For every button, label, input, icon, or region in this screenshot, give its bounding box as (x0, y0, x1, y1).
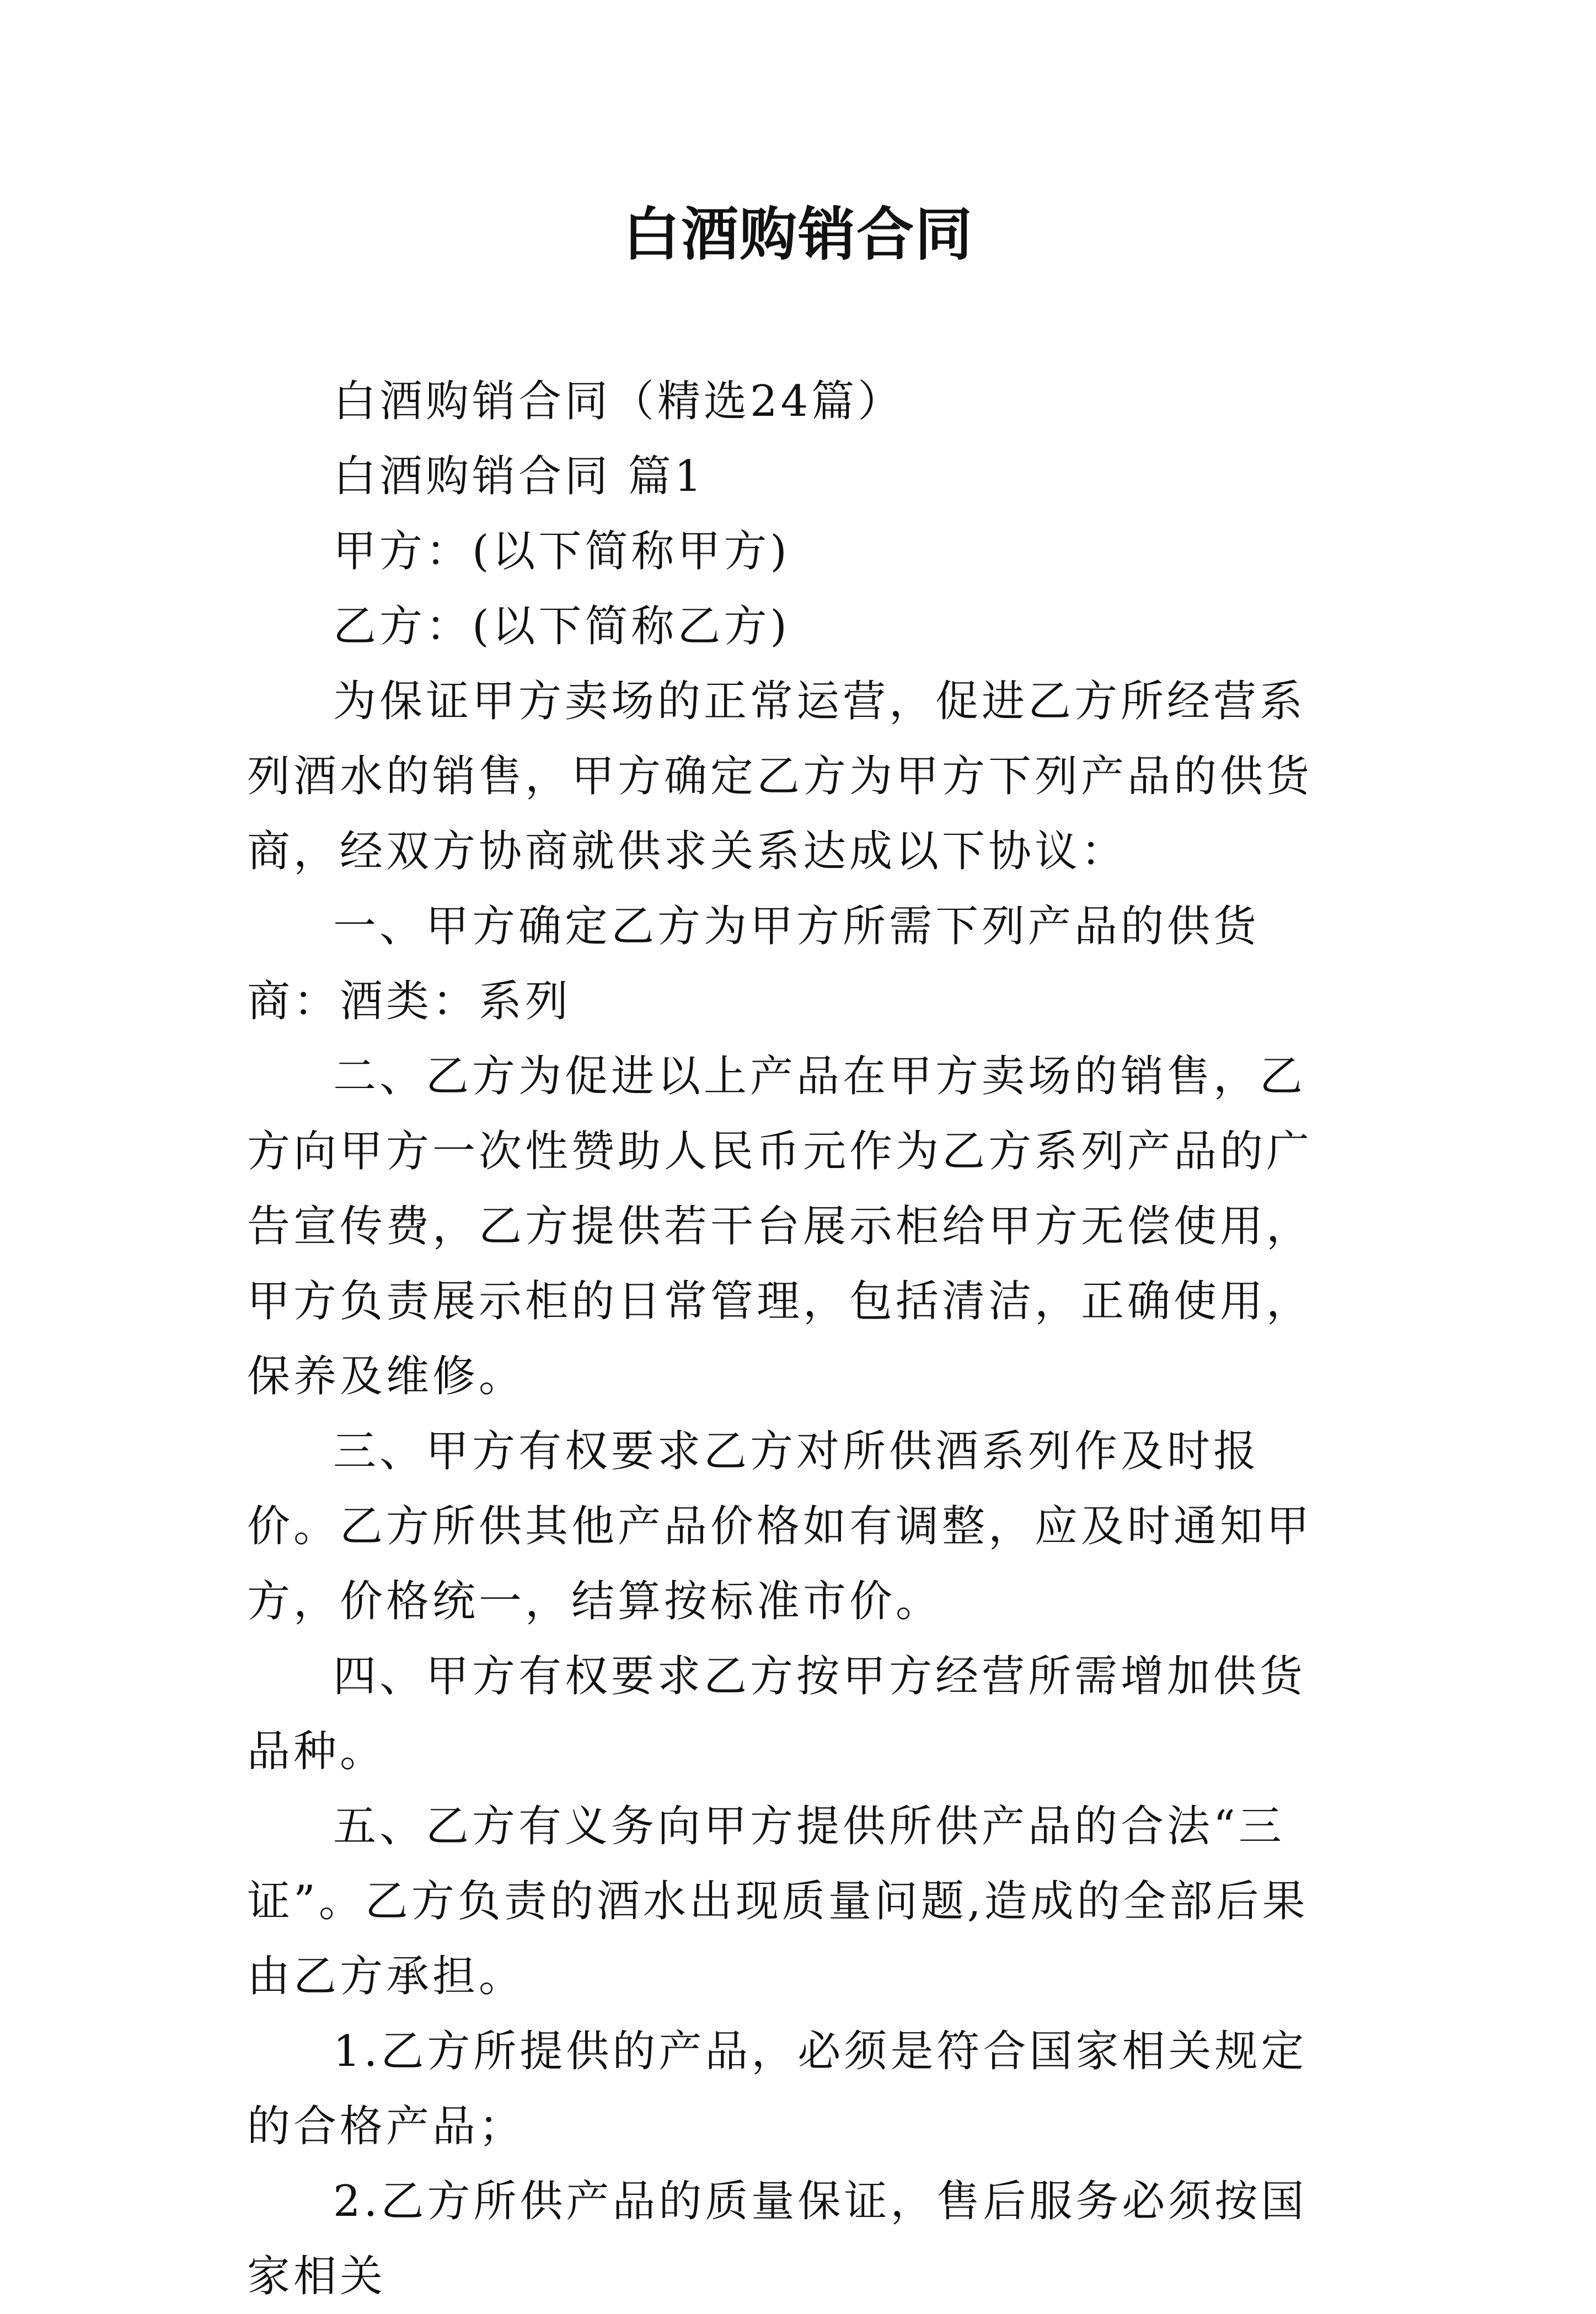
paragraph-subtitle: 白酒购销合同（精选24篇） (333, 377, 904, 426)
paragraph-item-2: 2.乙方所供产品的质量保证，售后服务必须按国家相关 (247, 2177, 1308, 2301)
document-body (247, 364, 1350, 2314)
paragraph-clause-5: 五、乙方有义务向甲方提供所供产品的合法“三证”。乙方负责的酒水出现质量问题,造成的全部后果由乙方承担。 (247, 1802, 1309, 2001)
paragraph-clause-4: 四、甲方有权要求乙方按甲方经营所需增加供货品种。 (247, 1652, 1306, 1776)
document-title: 白酒购销合同 (622, 201, 973, 268)
paragraph-clause-2: 二、乙方为促进以上产品在甲方卖场的销售，乙方向甲方一次性赞助人民币元作为乙方系列产品的广告宣传费，乙方提供若干台展示柜给甲方无偿使用，甲方负责展示柜的日常管理，包括清洁，正确使用，保养及维修。 (247, 1052, 1313, 1401)
paragraph-section-heading: 白酒购销合同 篇1 (333, 452, 705, 501)
paragraph-preamble: 为保证甲方卖场的正常运营，促进乙方所经营系列酒水的销售，甲方确定乙方为甲方下列产品的供货商，经双方协商就供求关系达成以下协议： (247, 677, 1313, 876)
paragraph-clause-1: 一、甲方确定乙方为甲方所需下列产品的供货商：酒类：系列 (247, 902, 1260, 1026)
paragraph-party-a: 甲方：(以下简称甲方) (333, 527, 790, 576)
paragraph-party-b: 乙方：(以下简称乙方) (333, 602, 790, 651)
paragraph-item-1: 1.乙方所提供的产品，必须是符合国家相关规定的合格产品； (247, 2027, 1308, 2151)
paragraph-clause-3: 三、甲方有权要求乙方对所供酒系列作及时报价。乙方所供其他产品价格如有调整，应及时通知甲方，价格统一，结算按标准市价。 (247, 1427, 1313, 1626)
